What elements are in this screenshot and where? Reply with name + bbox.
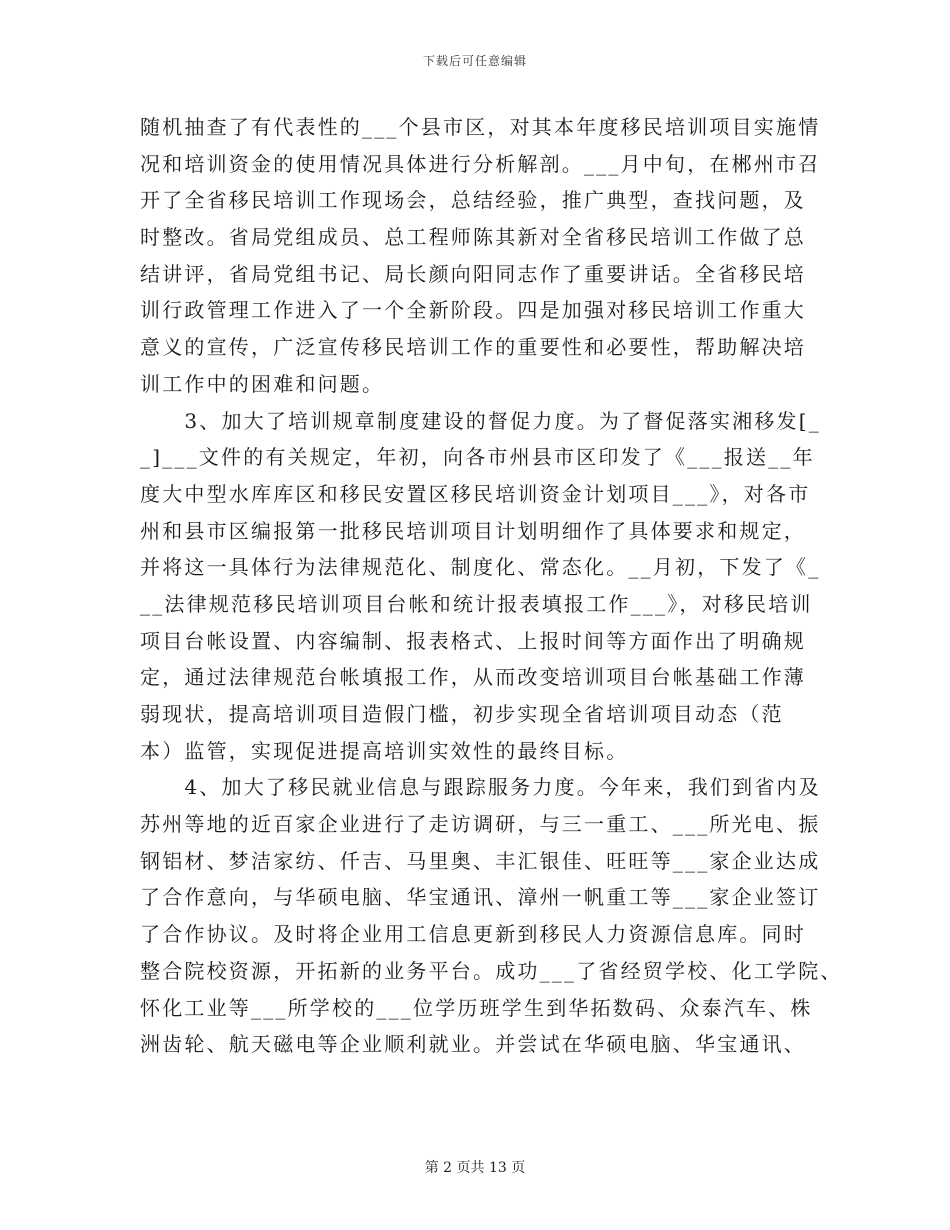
text-line: 度大中型水库库区和移民安置区移民培训资金计划项目___》，对各市 [140,481,811,506]
text-line: 怀化工业等___所学校的___位学历班学生到华拓数码、众泰汽车、株 [140,995,813,1020]
text-line: 整合院校资源，开拓新的业务平台。成功___了省经贸学校、化工学院、 [140,958,843,983]
text-line: 弱现状，提高培训项目造假门槛，初步实现全省培训项目动态（范 [140,702,784,726]
text-line: 开了全省移民培训工作现场会，总结经验，推广典型，查找问题，及 [140,188,806,213]
text-line: 了合作意向，与华硕电脑、华宝通讯、漳州一帆重工等___家企业签订 [140,885,821,910]
text-line: 4、加大了移民就业信息与跟踪服务力度。今年来，我们到省内及 [140,775,821,800]
text-line: 苏州等地的近百家企业进行了走访调研，与三一重工、___所光电、振 [140,812,821,837]
text-line: 项目台帐设置、内容编制、报表格式、上报时间等方面作出了明确规 [140,628,806,653]
text-line: 训行政管理工作进入了一个全新阶段。四是加强对移民培训工作重大 [140,298,806,323]
text-line: 洲齿轮、航天磁电等企业顺利就业。并尝试在华硕电脑、华宝通讯、 [140,1032,806,1057]
text-line: 并将这一具体行为法律规范化、制度化、常态化。__月初，下发了《_ [140,555,821,580]
page-footer: 第 2 页共 13 页 [424,1160,526,1176]
text-line: 时整改。省局党组成员、总工程师陈其新对全省移民培训工作做了总 [140,225,806,250]
text-line: 本）监管，实现促进提高培训实效性的最终目标。 [140,738,629,763]
text-line: 况和培训资金的使用情况具体进行分析解剖。___月中旬，在郴州市召 [140,151,821,176]
text-line: _]___文件的有关规定，年初，向各市州县市区印发了《___报送__年 [140,445,815,470]
text-line: 训工作中的困难和问题。 [140,371,385,396]
text-line: 意义的宣传，广泛宣传移民培训工作的重要性和必要性，帮助解决培 [140,335,806,360]
text-line: 结讲评，省局党组书记、局长颜向阳同志作了重要讲话。全省移民培 [140,261,806,286]
text-line: __法律规范移民培训项目台帐和统计报表填报工作___》，对移民培训 [140,591,813,616]
text-line: 了合作协议。及时将企业用工信息更新到移民人力资源信息库。同时 [140,922,806,947]
text-line: 随机抽查了有代表性的___个县市区，对其本年度移民培训项目实施情 [140,115,821,139]
text-line: 定，通过法律规范台帐填报工作，从而改变培训项目台帐基础工作薄 [140,665,806,690]
text-line: 钢铝材、梦洁家纺、仟吉、马里奥、丰汇银佳、旺旺等___家企业达成 [140,848,821,873]
text-line: 3、加大了培训规章制度建设的督促力度。为了督促落实湘移发[_ [140,408,821,433]
document-body [140,109,843,1063]
text-line: 州和县市区编报第一批移民培训项目计划明细作了具体要求和规定， [140,518,806,543]
page-header: 下载后可任意编辑 [422,54,527,68]
